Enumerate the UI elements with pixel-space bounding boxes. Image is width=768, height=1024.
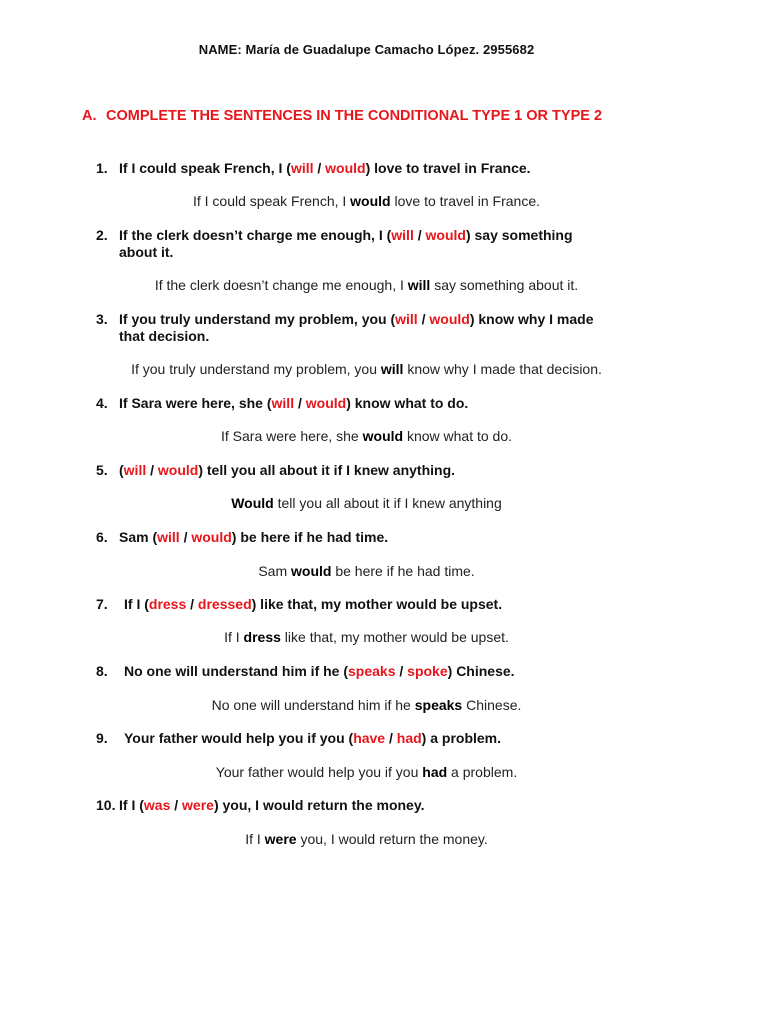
question-text-end: ) a problem. (421, 730, 502, 746)
option-separator: / (179, 529, 192, 545)
option-separator: / (385, 730, 397, 746)
question-number: 3. (96, 311, 108, 327)
option-separator: / (417, 311, 430, 327)
question-7 (96, 596, 656, 613)
question-number: 2. (96, 227, 108, 243)
answer-4 (0, 428, 733, 444)
answer-word: were (264, 831, 297, 847)
answer-word: would (362, 428, 404, 444)
question-number: 5. (96, 462, 108, 478)
answer-7 (0, 629, 733, 645)
option-1: will (123, 462, 147, 478)
answer-text: Your father would help you if you (215, 764, 423, 780)
answer-text-end: you, I would return the money. (296, 831, 488, 847)
question-text: If I ( (124, 596, 149, 612)
option-separator: / (313, 160, 326, 176)
answer-text: If the clerk doesn’t change me enough, I (154, 277, 408, 293)
option-1: will (290, 160, 314, 176)
option-1: will (395, 311, 418, 327)
section-title: COMPLETE THE SENTENCES IN THE CONDITIONAL TYPE 1 OR TYPE 2 (106, 108, 603, 124)
option-2: had (396, 730, 422, 746)
question-text: If the clerk doesn’t charge me enough, I ( (119, 227, 392, 243)
answer-word: had (422, 764, 448, 780)
answer-8 (0, 697, 733, 713)
option-1: will (391, 227, 414, 243)
question-text: If I could speak French, I ( (119, 160, 291, 176)
answer-text-end: a problem. (447, 764, 518, 780)
answer-text-end: Chinese. (462, 697, 522, 713)
answer-text-end: know what to do. (403, 428, 513, 444)
question-text: Sam ( (119, 529, 158, 545)
option-2: would (429, 311, 470, 327)
question-2 (96, 227, 656, 261)
section-heading (82, 108, 602, 124)
question-10 (96, 797, 656, 814)
option-separator: / (170, 797, 183, 813)
student-name-line: NAME: María de Guadalupe Camacho López. 2955682 (198, 42, 535, 57)
answer-10 (0, 831, 733, 847)
question-text: No one will understand him if he ( (124, 663, 349, 679)
answer-1 (0, 193, 733, 209)
question-number: 6. (96, 529, 108, 545)
option-2: were (182, 797, 214, 813)
question-number: 9. (96, 730, 108, 746)
question-text-end: ) like that, my mother would be upset. (251, 596, 503, 612)
option-2: dressed (197, 596, 252, 612)
answer-text: If I (245, 831, 265, 847)
answer-text-end: tell you all about it if I knew anything (273, 495, 502, 511)
question-1 (96, 160, 656, 177)
option-1: speaks (348, 663, 396, 679)
option-1: will (157, 529, 180, 545)
question-number: 1. (96, 160, 108, 176)
answer-text: If you truly understand my problem, you (131, 361, 381, 377)
question-text-end: ) know why I made (469, 311, 594, 327)
answer-6 (0, 563, 733, 579)
answer-text-end: say something about it. (430, 277, 579, 293)
option-1: will (271, 395, 295, 411)
question-4 (96, 395, 656, 412)
answer-9 (0, 764, 733, 780)
option-separator: / (413, 227, 426, 243)
question-number: 7. (96, 596, 108, 612)
question-text-end: ) Chinese. (447, 663, 515, 679)
question-text-end: ) say something (465, 227, 573, 243)
answer-text: Sam (258, 563, 292, 579)
option-2: would (157, 462, 199, 478)
question-5 (96, 462, 656, 479)
question-text: If you truly understand my problem, you ( (119, 311, 396, 327)
answer-text-end: know why I made that decision. (403, 361, 602, 377)
answer-word: will (380, 361, 404, 377)
question-text-end: ) you, I would return the money. (213, 797, 425, 813)
question-text-end: ) be here if he had time. (231, 529, 389, 545)
question-text: Your father would help you if you ( (124, 730, 354, 746)
answer-word: would (291, 563, 332, 579)
question-text: If Sara were here, she ( (119, 395, 272, 411)
option-1: dress (148, 596, 187, 612)
answer-2 (0, 277, 733, 293)
question-3 (96, 311, 656, 345)
question-continuation: that decision. (119, 328, 210, 344)
question-9 (96, 730, 656, 747)
option-2: would (425, 227, 466, 243)
answer-word: would (350, 193, 391, 209)
answer-text-end: be here if he had time. (331, 563, 475, 579)
question-text: ( (119, 462, 124, 478)
question-number: 10. (96, 797, 116, 813)
answer-word: will (407, 277, 431, 293)
option-1: have (353, 730, 386, 746)
answer-word: dress (243, 629, 281, 645)
section-letter: A. (82, 108, 97, 124)
option-2: spoke (407, 663, 448, 679)
answer-text: If Sara were here, she (220, 428, 363, 444)
option-separator: / (395, 663, 408, 679)
option-separator: / (146, 462, 158, 478)
question-text: If I ( (119, 797, 144, 813)
question-text-end: ) tell you all about it if I knew anything. (198, 462, 456, 478)
answer-3 (0, 361, 733, 377)
question-8 (96, 663, 656, 680)
answer-text: If I could speak French, I (192, 193, 351, 209)
option-1: was (143, 797, 171, 813)
answer-5 (0, 495, 733, 511)
answer-word: Would (231, 495, 274, 511)
question-text-end: ) love to travel in France. (365, 160, 531, 176)
option-separator: / (186, 596, 198, 612)
option-separator: / (294, 395, 306, 411)
option-2: would (191, 529, 232, 545)
question-6 (96, 529, 656, 546)
option-2: would (305, 395, 347, 411)
answer-text: If I (224, 629, 244, 645)
question-number: 8. (96, 663, 108, 679)
question-text-end: ) know what to do. (346, 395, 469, 411)
answer-text-end: love to travel in France. (390, 193, 541, 209)
question-number: 4. (96, 395, 108, 411)
option-2: would (325, 160, 366, 176)
answer-word: speaks (414, 697, 463, 713)
answer-text: No one will understand him if he (211, 697, 415, 713)
question-continuation: about it. (119, 244, 174, 260)
answer-text-end: like that, my mother would be upset. (280, 629, 509, 645)
